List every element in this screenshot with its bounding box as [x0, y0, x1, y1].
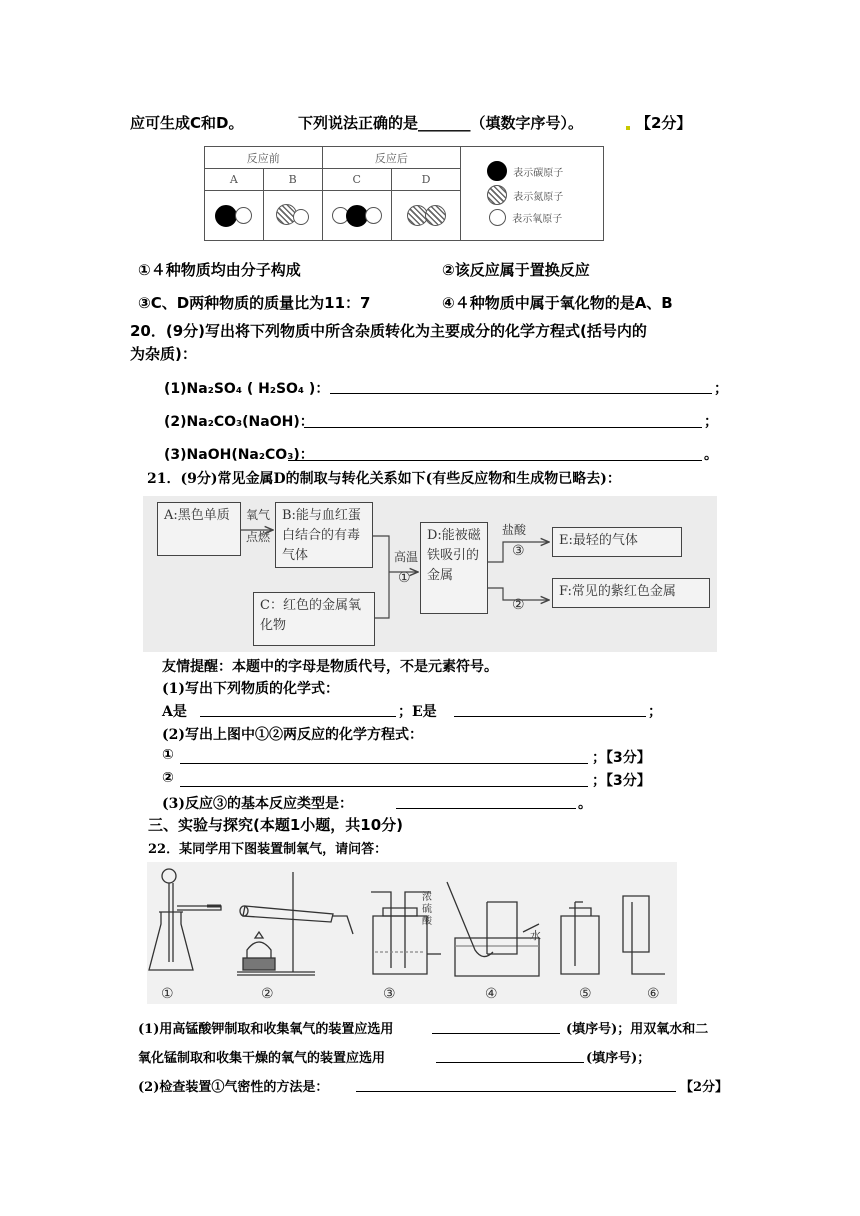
q21-part3: (3)反应③的基本反应类型是：: [162, 796, 353, 812]
carbon-atom-icon: [487, 161, 507, 181]
q20-title-line2: 为杂质)：: [130, 345, 197, 363]
apparatus-drawings: [147, 862, 677, 1004]
after-header: 反应后: [322, 147, 461, 169]
q21-part2: (2)写出上图中①②两反应的化学方程式：: [162, 727, 423, 743]
reaction-table: [204, 146, 604, 241]
molecule-a: [205, 191, 264, 241]
q22-s1-blank1[interactable]: [432, 1033, 560, 1034]
q22-s1-blank2[interactable]: [436, 1062, 584, 1063]
cond-reaction-3: ③: [512, 543, 525, 559]
q22-s1-b: (填序号)；用双氧水和二: [566, 1022, 709, 1037]
apparatus-label-2: ②: [261, 986, 274, 1002]
q19-tail-text: 应可生成C和D。: [130, 114, 244, 132]
apparatus-label-3: ③: [383, 986, 396, 1002]
box-a: A:黑色单质: [157, 502, 241, 556]
yellow-dot: [626, 126, 630, 130]
box-c: C：红色的金属氧化物: [253, 592, 375, 646]
q21-semicolon: ；: [648, 704, 662, 720]
q22-s1-a: (1)用高锰酸钾制取和收集氧气的装置应选用: [138, 1022, 394, 1037]
molecule-d: [391, 191, 460, 241]
q19-option-4: ④４种物质中属于氧化物的是A、B: [442, 294, 673, 312]
q19-option-3: ③C、D两种物质的质量比为11：7: [138, 294, 371, 312]
q21-title: 21．(9分)常见金属D的制取与转化关系如下(有些反应物和生成物已略去)：: [147, 471, 621, 487]
molecule-c: [322, 191, 391, 241]
q21-eq2-score: ；【3分】: [592, 773, 651, 789]
q21-eq1-blank[interactable]: [180, 763, 588, 764]
cond-reaction-2: ②: [512, 597, 525, 613]
before-header: 反应前: [205, 147, 323, 169]
q21-eq2-label: ②: [162, 770, 174, 786]
section-3-title: 三、实验与探究(本题1小题，共10分): [148, 816, 404, 834]
box-d: D:能被磁铁吸引的金属: [420, 522, 488, 614]
apparatus-label-6: ⑥: [647, 986, 660, 1002]
q20-item-2-label: (2)Na₂CO₃(NaOH)：: [164, 414, 314, 430]
cond-hcl: 盐酸: [502, 523, 527, 537]
col-a: A: [205, 169, 264, 191]
box-b: B:能与血红蛋白结合的有毒气体: [275, 502, 373, 568]
q21-part1: (1)写出下列物质的化学式：: [162, 681, 339, 697]
cond-oxygen: 氧气: [246, 508, 271, 522]
q21-e-label: ；E是: [398, 704, 437, 720]
q21-a-label: A是: [162, 704, 187, 720]
q19-option-1: ①４种物质均由分子构成: [138, 261, 301, 279]
flow-arrows: [143, 496, 717, 652]
q21-a-blank[interactable]: [200, 716, 396, 717]
legend-carbon: 表示碳原子: [513, 167, 564, 179]
cond-high-temp: 高温: [394, 550, 419, 564]
legend-oxygen: 表示氧原子: [512, 214, 563, 225]
q19-score: 【2分】: [636, 114, 692, 132]
apparatus-label-1: ①: [161, 986, 174, 1002]
q22-s1-d: (填序号)；: [586, 1051, 651, 1066]
molecule-b: [263, 191, 322, 241]
q22-s1-c: 氧化锰制取和收集干燥的氧气的装置应选用: [138, 1051, 386, 1066]
q22-s2-score: 【2分】: [680, 1080, 729, 1095]
water-label: 水: [530, 929, 541, 942]
col-b: B: [263, 169, 322, 191]
q21-eq1-label: ①: [162, 747, 174, 763]
oxygen-atom-icon: [489, 209, 506, 226]
q21-eq2-blank[interactable]: [180, 786, 588, 787]
q20-item-2-blank[interactable]: [304, 427, 702, 428]
q21-hint: 友情提醒：本题中的字母是物质代号，不是元素符号。: [162, 659, 498, 675]
acid-label: 浓硫酸: [422, 892, 432, 927]
nitrogen-atom-icon: [487, 185, 507, 205]
col-d: D: [391, 169, 460, 191]
cond-reaction-1: ①: [398, 570, 411, 586]
atom-legend: [461, 147, 604, 241]
q22-title: 22．某同学用下图装置制氧气，请问答：: [148, 842, 388, 857]
q20-item-3-label: (3)NaOH(Na₂CO₃)：: [164, 447, 314, 463]
q22-s2-blank[interactable]: [356, 1091, 676, 1092]
legend-nitrogen: 表示氮原子: [513, 191, 564, 203]
col-c: C: [322, 169, 391, 191]
box-f: F:常见的紫红色金属: [552, 578, 710, 608]
q21-eq1-score: ；【3分】: [592, 750, 651, 766]
q20-item-3-blank[interactable]: [288, 460, 702, 461]
q22-s2: (2)检查装置①气密性的方法是：: [138, 1080, 329, 1095]
q21-e-blank[interactable]: [454, 716, 646, 717]
q21-part3-blank[interactable]: [396, 808, 576, 809]
q21-part3-end: 。: [578, 796, 592, 812]
apparatus-label-4: ④: [485, 986, 498, 1002]
q19-question: 下列说法正确的是_______（填数字序号）。: [298, 114, 584, 132]
q20-item-2-end: ；: [704, 414, 718, 430]
q20-title-line1: 20．(9分)写出将下列物质中所含杂质转化为主要成分的化学方程式(括号内的: [130, 322, 647, 340]
q20-item-1-end: ；: [714, 381, 728, 397]
q20-item-1-label: (1)Na₂SO₄ ( H₂SO₄ )：: [164, 381, 330, 397]
cond-ignite: 点燃: [246, 530, 271, 544]
apparatus-label-5: ⑤: [579, 986, 592, 1002]
q20-item-3-end: 。: [704, 447, 718, 463]
q20-item-1-blank[interactable]: [330, 393, 712, 394]
q19-option-2: ②该反应属于置换反应: [442, 261, 590, 279]
box-e: E:最轻的气体: [552, 527, 682, 557]
